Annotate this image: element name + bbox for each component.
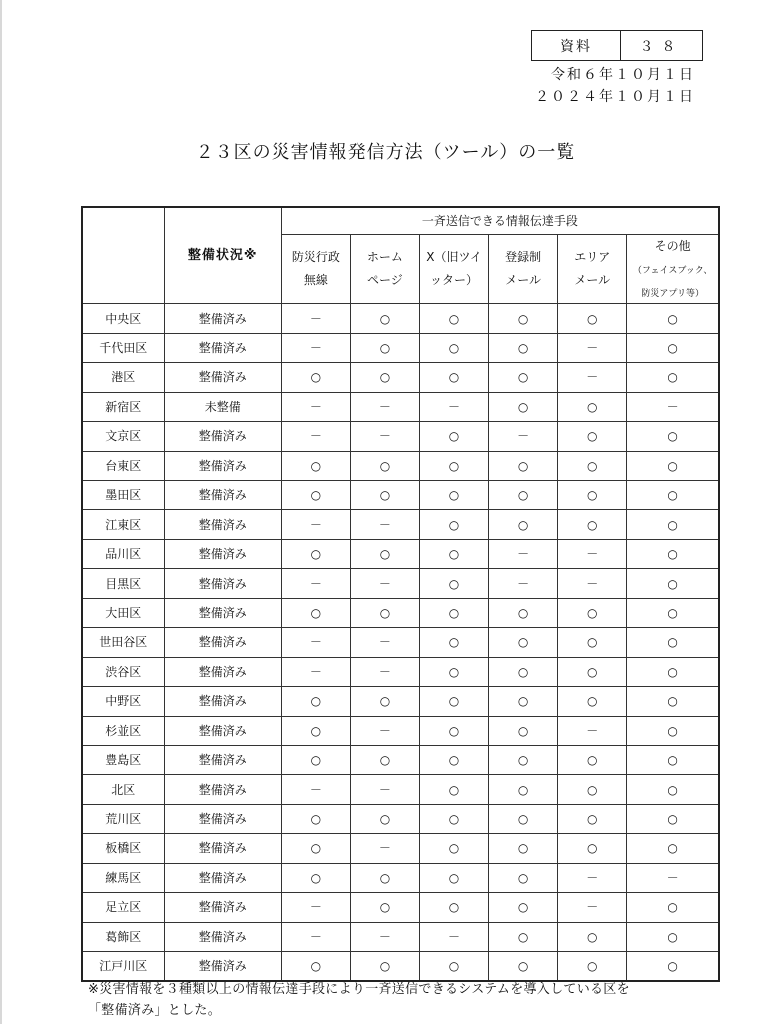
table-row — [82, 598, 719, 627]
cell-bousai-musen: － — [281, 628, 350, 657]
cell-registered-mail: ○ — [489, 481, 558, 510]
table-row — [82, 569, 719, 598]
cell-x-twitter: ○ — [419, 952, 488, 982]
cell-area-mail: ○ — [558, 304, 627, 333]
table-row — [82, 863, 719, 892]
cell-x-twitter: ○ — [419, 363, 488, 392]
cell-x-twitter: ○ — [419, 598, 488, 627]
cell-homepage: － — [350, 569, 419, 598]
cell-registered-mail: ○ — [489, 687, 558, 716]
cell-x-twitter: ○ — [419, 716, 488, 745]
cell-area-mail: ○ — [558, 451, 627, 480]
cell-area-mail: ○ — [558, 657, 627, 686]
cell-registered-mail: ○ — [489, 775, 558, 804]
cell-registered-mail: － — [489, 539, 558, 568]
cell-x-twitter: ○ — [419, 893, 488, 922]
status-cell: 整備済み — [164, 598, 281, 627]
status-cell: 整備済み — [164, 716, 281, 745]
ward-name: 板橋区 — [82, 834, 164, 863]
table-row — [82, 745, 719, 774]
cell-bousai-musen: － — [281, 510, 350, 539]
cell-homepage: － — [350, 922, 419, 951]
cell-x-twitter: ○ — [419, 657, 488, 686]
cell-homepage: － — [350, 775, 419, 804]
cell-homepage: ○ — [350, 539, 419, 568]
cell-x-twitter: ○ — [419, 451, 488, 480]
header-row-group — [82, 207, 719, 235]
cell-other: ○ — [627, 304, 719, 333]
status-cell: 整備済み — [164, 539, 281, 568]
table-row — [82, 392, 719, 421]
ward-name: 目黒区 — [82, 569, 164, 598]
cell-area-mail: － — [558, 363, 627, 392]
date-wareki: 令和６年１０月１日 — [551, 68, 695, 83]
status-cell: 整備済み — [164, 952, 281, 982]
cell-bousai-musen: － — [281, 333, 350, 362]
cell-area-mail: － — [558, 893, 627, 922]
cell-bousai-musen: － — [281, 775, 350, 804]
table-row — [82, 304, 719, 333]
cell-x-twitter: ○ — [419, 510, 488, 539]
ward-name: 港区 — [82, 363, 164, 392]
status-header: 整備状況※ — [164, 207, 281, 304]
table-row — [82, 481, 719, 510]
cell-registered-mail: ○ — [489, 922, 558, 951]
column-header-area-mail: エリア メール — [558, 235, 627, 304]
status-cell: 整備済み — [164, 304, 281, 333]
ward-name: 足立区 — [82, 893, 164, 922]
cell-registered-mail: － — [489, 569, 558, 598]
cell-bousai-musen: － — [281, 922, 350, 951]
table-row — [82, 539, 719, 568]
document-label: 資料 — [532, 31, 621, 60]
status-cell: 整備済み — [164, 863, 281, 892]
cell-x-twitter: ○ — [419, 539, 488, 568]
cell-area-mail: ○ — [558, 598, 627, 627]
cell-registered-mail: ○ — [489, 333, 558, 362]
cell-homepage: － — [350, 392, 419, 421]
table-row — [82, 422, 719, 451]
table-row — [82, 687, 719, 716]
table-row — [82, 333, 719, 362]
cell-homepage: － — [350, 422, 419, 451]
cell-homepage: ○ — [350, 363, 419, 392]
cell-area-mail: － — [558, 333, 627, 362]
cell-area-mail: ○ — [558, 775, 627, 804]
ward-name: 新宿区 — [82, 392, 164, 421]
cell-area-mail: ○ — [558, 687, 627, 716]
cell-other: ○ — [627, 510, 719, 539]
cell-homepage: ○ — [350, 481, 419, 510]
cell-registered-mail: － — [489, 422, 558, 451]
cell-bousai-musen: ○ — [281, 804, 350, 833]
cell-homepage: ○ — [350, 745, 419, 774]
cell-registered-mail: ○ — [489, 834, 558, 863]
cell-x-twitter: ○ — [419, 745, 488, 774]
cell-registered-mail: ○ — [489, 893, 558, 922]
cell-registered-mail: ○ — [489, 628, 558, 657]
cell-other: － — [627, 392, 719, 421]
cell-registered-mail: ○ — [489, 804, 558, 833]
cell-area-mail: ○ — [558, 422, 627, 451]
table-row — [82, 628, 719, 657]
cell-bousai-musen: － — [281, 569, 350, 598]
ward-name: 豊島区 — [82, 745, 164, 774]
status-cell: 整備済み — [164, 745, 281, 774]
cell-registered-mail: ○ — [489, 716, 558, 745]
cell-registered-mail: ○ — [489, 451, 558, 480]
table-row — [82, 510, 719, 539]
cell-bousai-musen: ○ — [281, 363, 350, 392]
cell-registered-mail: ○ — [489, 657, 558, 686]
cell-area-mail: － — [558, 863, 627, 892]
table-row — [82, 363, 719, 392]
cell-homepage: － — [350, 510, 419, 539]
cell-other: ○ — [627, 539, 719, 568]
ward-name: 中央区 — [82, 304, 164, 333]
cell-other: ○ — [627, 804, 719, 833]
footnote-line-1: ※災害情報を３種類以上の情報伝達手段により一斉送信できるシステムを導入している区を — [88, 982, 630, 997]
ward-name: 世田谷区 — [82, 628, 164, 657]
cell-homepage: ○ — [350, 304, 419, 333]
cell-homepage: ○ — [350, 804, 419, 833]
cell-x-twitter: ○ — [419, 569, 488, 598]
cell-bousai-musen: ○ — [281, 539, 350, 568]
ward-name: 墨田区 — [82, 481, 164, 510]
ward-name: 文京区 — [82, 422, 164, 451]
cell-x-twitter: － — [419, 922, 488, 951]
table-row — [82, 657, 719, 686]
cell-other: ○ — [627, 775, 719, 804]
cell-other: ○ — [627, 716, 719, 745]
ward-name: 葛飾区 — [82, 922, 164, 951]
cell-area-mail: ○ — [558, 481, 627, 510]
ward-tools-table — [81, 206, 720, 982]
status-cell: 整備済み — [164, 893, 281, 922]
ward-name: 千代田区 — [82, 333, 164, 362]
ward-name: 中野区 — [82, 687, 164, 716]
cell-other: ○ — [627, 893, 719, 922]
cell-homepage: － — [350, 716, 419, 745]
cell-bousai-musen: ○ — [281, 863, 350, 892]
cell-bousai-musen: ○ — [281, 834, 350, 863]
document-number-box — [531, 30, 703, 61]
cell-bousai-musen: － — [281, 657, 350, 686]
status-cell: 整備済み — [164, 510, 281, 539]
status-cell: 整備済み — [164, 922, 281, 951]
cell-other: ○ — [627, 422, 719, 451]
cell-area-mail: ○ — [558, 952, 627, 982]
table-row — [82, 893, 719, 922]
cell-homepage: ○ — [350, 893, 419, 922]
cell-homepage: ○ — [350, 451, 419, 480]
status-cell: 整備済み — [164, 628, 281, 657]
header-group-label: 一斉送信できる情報伝達手段 — [281, 207, 719, 235]
cell-registered-mail: ○ — [489, 392, 558, 421]
cell-area-mail: ○ — [558, 392, 627, 421]
cell-homepage: ○ — [350, 863, 419, 892]
ward-name: 北区 — [82, 775, 164, 804]
cell-registered-mail: ○ — [489, 745, 558, 774]
cell-registered-mail: ○ — [489, 363, 558, 392]
cell-area-mail: － — [558, 716, 627, 745]
cell-bousai-musen: ○ — [281, 451, 350, 480]
cell-registered-mail: ○ — [489, 863, 558, 892]
cell-other: ○ — [627, 363, 719, 392]
cell-other: ○ — [627, 922, 719, 951]
cell-other: ○ — [627, 628, 719, 657]
page-title: ２３区の災害情報発信方法（ツール）の一覧 — [195, 142, 576, 163]
status-cell: 整備済み — [164, 333, 281, 362]
cell-area-mail: ○ — [558, 834, 627, 863]
cell-x-twitter: ○ — [419, 304, 488, 333]
cell-bousai-musen: － — [281, 893, 350, 922]
status-cell: 整備済み — [164, 775, 281, 804]
status-cell: 整備済み — [164, 451, 281, 480]
status-cell: 整備済み — [164, 481, 281, 510]
cell-registered-mail: ○ — [489, 598, 558, 627]
document-number: ３８ — [639, 39, 684, 55]
ward-name: 杉並区 — [82, 716, 164, 745]
cell-area-mail: ○ — [558, 922, 627, 951]
cell-other: ○ — [627, 569, 719, 598]
cell-homepage: ○ — [350, 687, 419, 716]
cell-area-mail: ○ — [558, 628, 627, 657]
cell-area-mail: － — [558, 569, 627, 598]
cell-homepage: － — [350, 628, 419, 657]
column-header-homepage: ホーム ページ — [350, 235, 419, 304]
status-cell: 整備済み — [164, 569, 281, 598]
cell-x-twitter: ○ — [419, 687, 488, 716]
status-cell: 整備済み — [164, 422, 281, 451]
cell-x-twitter: ○ — [419, 422, 488, 451]
cell-other: ○ — [627, 952, 719, 982]
cell-area-mail: ○ — [558, 510, 627, 539]
ward-header — [82, 207, 164, 304]
footnote — [88, 979, 728, 1021]
cell-other: ○ — [627, 481, 719, 510]
date-seireki: ２０２４年１０月１日 — [535, 90, 695, 105]
cell-x-twitter: ○ — [419, 481, 488, 510]
table-row — [82, 922, 719, 951]
status-cell: 整備済み — [164, 363, 281, 392]
table-row — [82, 804, 719, 833]
ward-name: 江東区 — [82, 510, 164, 539]
cell-other: ○ — [627, 451, 719, 480]
cell-homepage: － — [350, 834, 419, 863]
cell-homepage: － — [350, 657, 419, 686]
cell-other: ○ — [627, 834, 719, 863]
cell-other: ○ — [627, 687, 719, 716]
table-row — [82, 952, 719, 982]
cell-bousai-musen: ○ — [281, 598, 350, 627]
cell-homepage: ○ — [350, 333, 419, 362]
cell-area-mail: － — [558, 539, 627, 568]
table-row — [82, 451, 719, 480]
cell-bousai-musen: ○ — [281, 481, 350, 510]
cell-x-twitter: ○ — [419, 863, 488, 892]
ward-name: 練馬区 — [82, 863, 164, 892]
ward-name: 荒川区 — [82, 804, 164, 833]
column-header-other: その他 （フェイスブック、 防災アプリ等） — [627, 235, 719, 304]
cell-homepage: ○ — [350, 952, 419, 982]
cell-other: ○ — [627, 745, 719, 774]
cell-other: ○ — [627, 598, 719, 627]
column-header-x-twitter: X（旧ツイ ッター） — [419, 235, 488, 304]
cell-x-twitter: ○ — [419, 775, 488, 804]
cell-bousai-musen: ○ — [281, 745, 350, 774]
cell-bousai-musen: ○ — [281, 687, 350, 716]
cell-other: ○ — [627, 333, 719, 362]
cell-other: － — [627, 863, 719, 892]
status-cell: 整備済み — [164, 804, 281, 833]
cell-registered-mail: ○ — [489, 952, 558, 982]
cell-homepage: ○ — [350, 598, 419, 627]
status-cell: 整備済み — [164, 834, 281, 863]
footnote-line-2: 「整備済み」とした。 — [88, 1003, 222, 1018]
cell-x-twitter: ○ — [419, 804, 488, 833]
column-header-bousai-musen: 防災行政 無線 — [281, 235, 350, 304]
status-cell: 未整備 — [164, 392, 281, 421]
cell-registered-mail: ○ — [489, 304, 558, 333]
table-row — [82, 834, 719, 863]
cell-area-mail: ○ — [558, 745, 627, 774]
ward-name: 大田区 — [82, 598, 164, 627]
cell-other: ○ — [627, 657, 719, 686]
cell-registered-mail: ○ — [489, 510, 558, 539]
cell-area-mail: ○ — [558, 804, 627, 833]
ward-name: 江戸川区 — [82, 952, 164, 982]
cell-x-twitter: ○ — [419, 834, 488, 863]
table-row — [82, 716, 719, 745]
table-row — [82, 775, 719, 804]
status-cell: 整備済み — [164, 687, 281, 716]
status-cell: 整備済み — [164, 657, 281, 686]
ward-name: 渋谷区 — [82, 657, 164, 686]
cell-x-twitter: ○ — [419, 628, 488, 657]
column-header-registered-mail: 登録制 メール — [489, 235, 558, 304]
ward-name: 台東区 — [82, 451, 164, 480]
ward-name: 品川区 — [82, 539, 164, 568]
cell-bousai-musen: ○ — [281, 716, 350, 745]
cell-x-twitter: － — [419, 392, 488, 421]
cell-bousai-musen: － — [281, 392, 350, 421]
cell-x-twitter: ○ — [419, 333, 488, 362]
cell-bousai-musen: － — [281, 422, 350, 451]
cell-bousai-musen: － — [281, 304, 350, 333]
cell-bousai-musen: ○ — [281, 952, 350, 982]
